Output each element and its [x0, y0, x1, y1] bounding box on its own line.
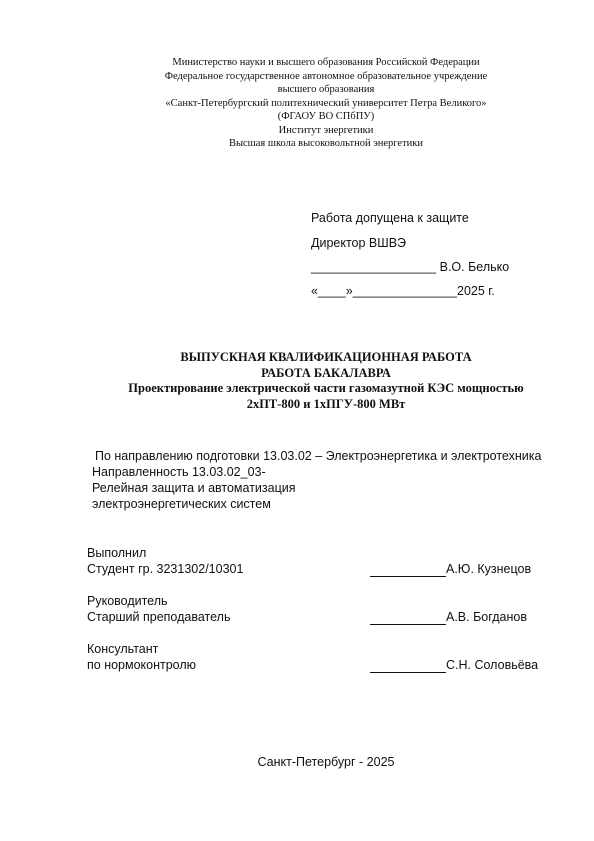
consultant-signature-line — [370, 672, 446, 673]
supervisor-signature-line — [370, 624, 446, 625]
school-line: Высшая школа высоковольтной энергетики — [228, 138, 424, 149]
specialization-name-line1: Релейная защита и автоматизация — [92, 481, 296, 495]
consultant-area-label: по нормоконтролю — [87, 658, 197, 672]
supervisor-name: А.В. Богданов — [446, 610, 527, 624]
degree-title: РАБОТА БАКАЛАВРА — [261, 365, 391, 380]
topic-title-line2: 2хПТ-800 и 1хПГУ-800 МВт — [246, 396, 406, 411]
institution-header — [0, 56, 594, 151]
admitted-to-defense-label: Работа допущена к защите — [311, 211, 469, 225]
study-direction-line: По направлению подготовки 13.03.02 – Электроэнергетика и электротехника — [95, 449, 542, 463]
education-level-line: высшего образования — [277, 84, 375, 95]
student-name: А.Ю. Кузнецов — [446, 562, 532, 576]
consultant-role-label: Консультант — [87, 642, 159, 656]
university-name-line: «Санкт-Петербургский политехнический университет Петра Великого» — [165, 97, 487, 109]
supervisor-position-label: Старший преподаватель — [87, 610, 231, 624]
specialization-line: Направленность 13.03.02_03- — [92, 465, 266, 479]
institute-line: Институт энергетики — [278, 124, 374, 136]
student-role-label: Выполнил — [87, 546, 147, 560]
topic-title-line1: Проектирование электрической части газомазутной КЭС мощностью — [128, 381, 524, 395]
work-title-block — [0, 350, 594, 412]
ministry-line: Министерство науки и высшего образования Российской Федерации — [172, 57, 480, 68]
city-year-footer: Санкт-Петербург - 2025 — [257, 755, 395, 769]
director-signature-line: __________________ В.О. Белько — [311, 260, 510, 274]
student-group-label: Студент гр. 3231302/10301 — [87, 562, 244, 576]
specialization-name-line2: электроэнергетических систем — [92, 497, 271, 511]
university-abbr-line: (ФГАОУ ВО СПбПУ) — [277, 111, 375, 122]
supervisor-role-label: Руководитель — [87, 594, 168, 608]
student-signature-line — [370, 576, 446, 577]
approval-date-line: «____»_______________2025 г. — [311, 284, 495, 298]
consultant-name: С.Н. Соловьёва — [446, 658, 539, 672]
director-label: Директор ВШВЭ — [311, 236, 407, 250]
work-type-title: ВЫПУСКНАЯ КВАЛИФИКАЦИОННАЯ РАБОТА — [180, 350, 472, 364]
institution-type-line: Федеральное государственное автономное образовательное учреждение — [164, 70, 488, 82]
